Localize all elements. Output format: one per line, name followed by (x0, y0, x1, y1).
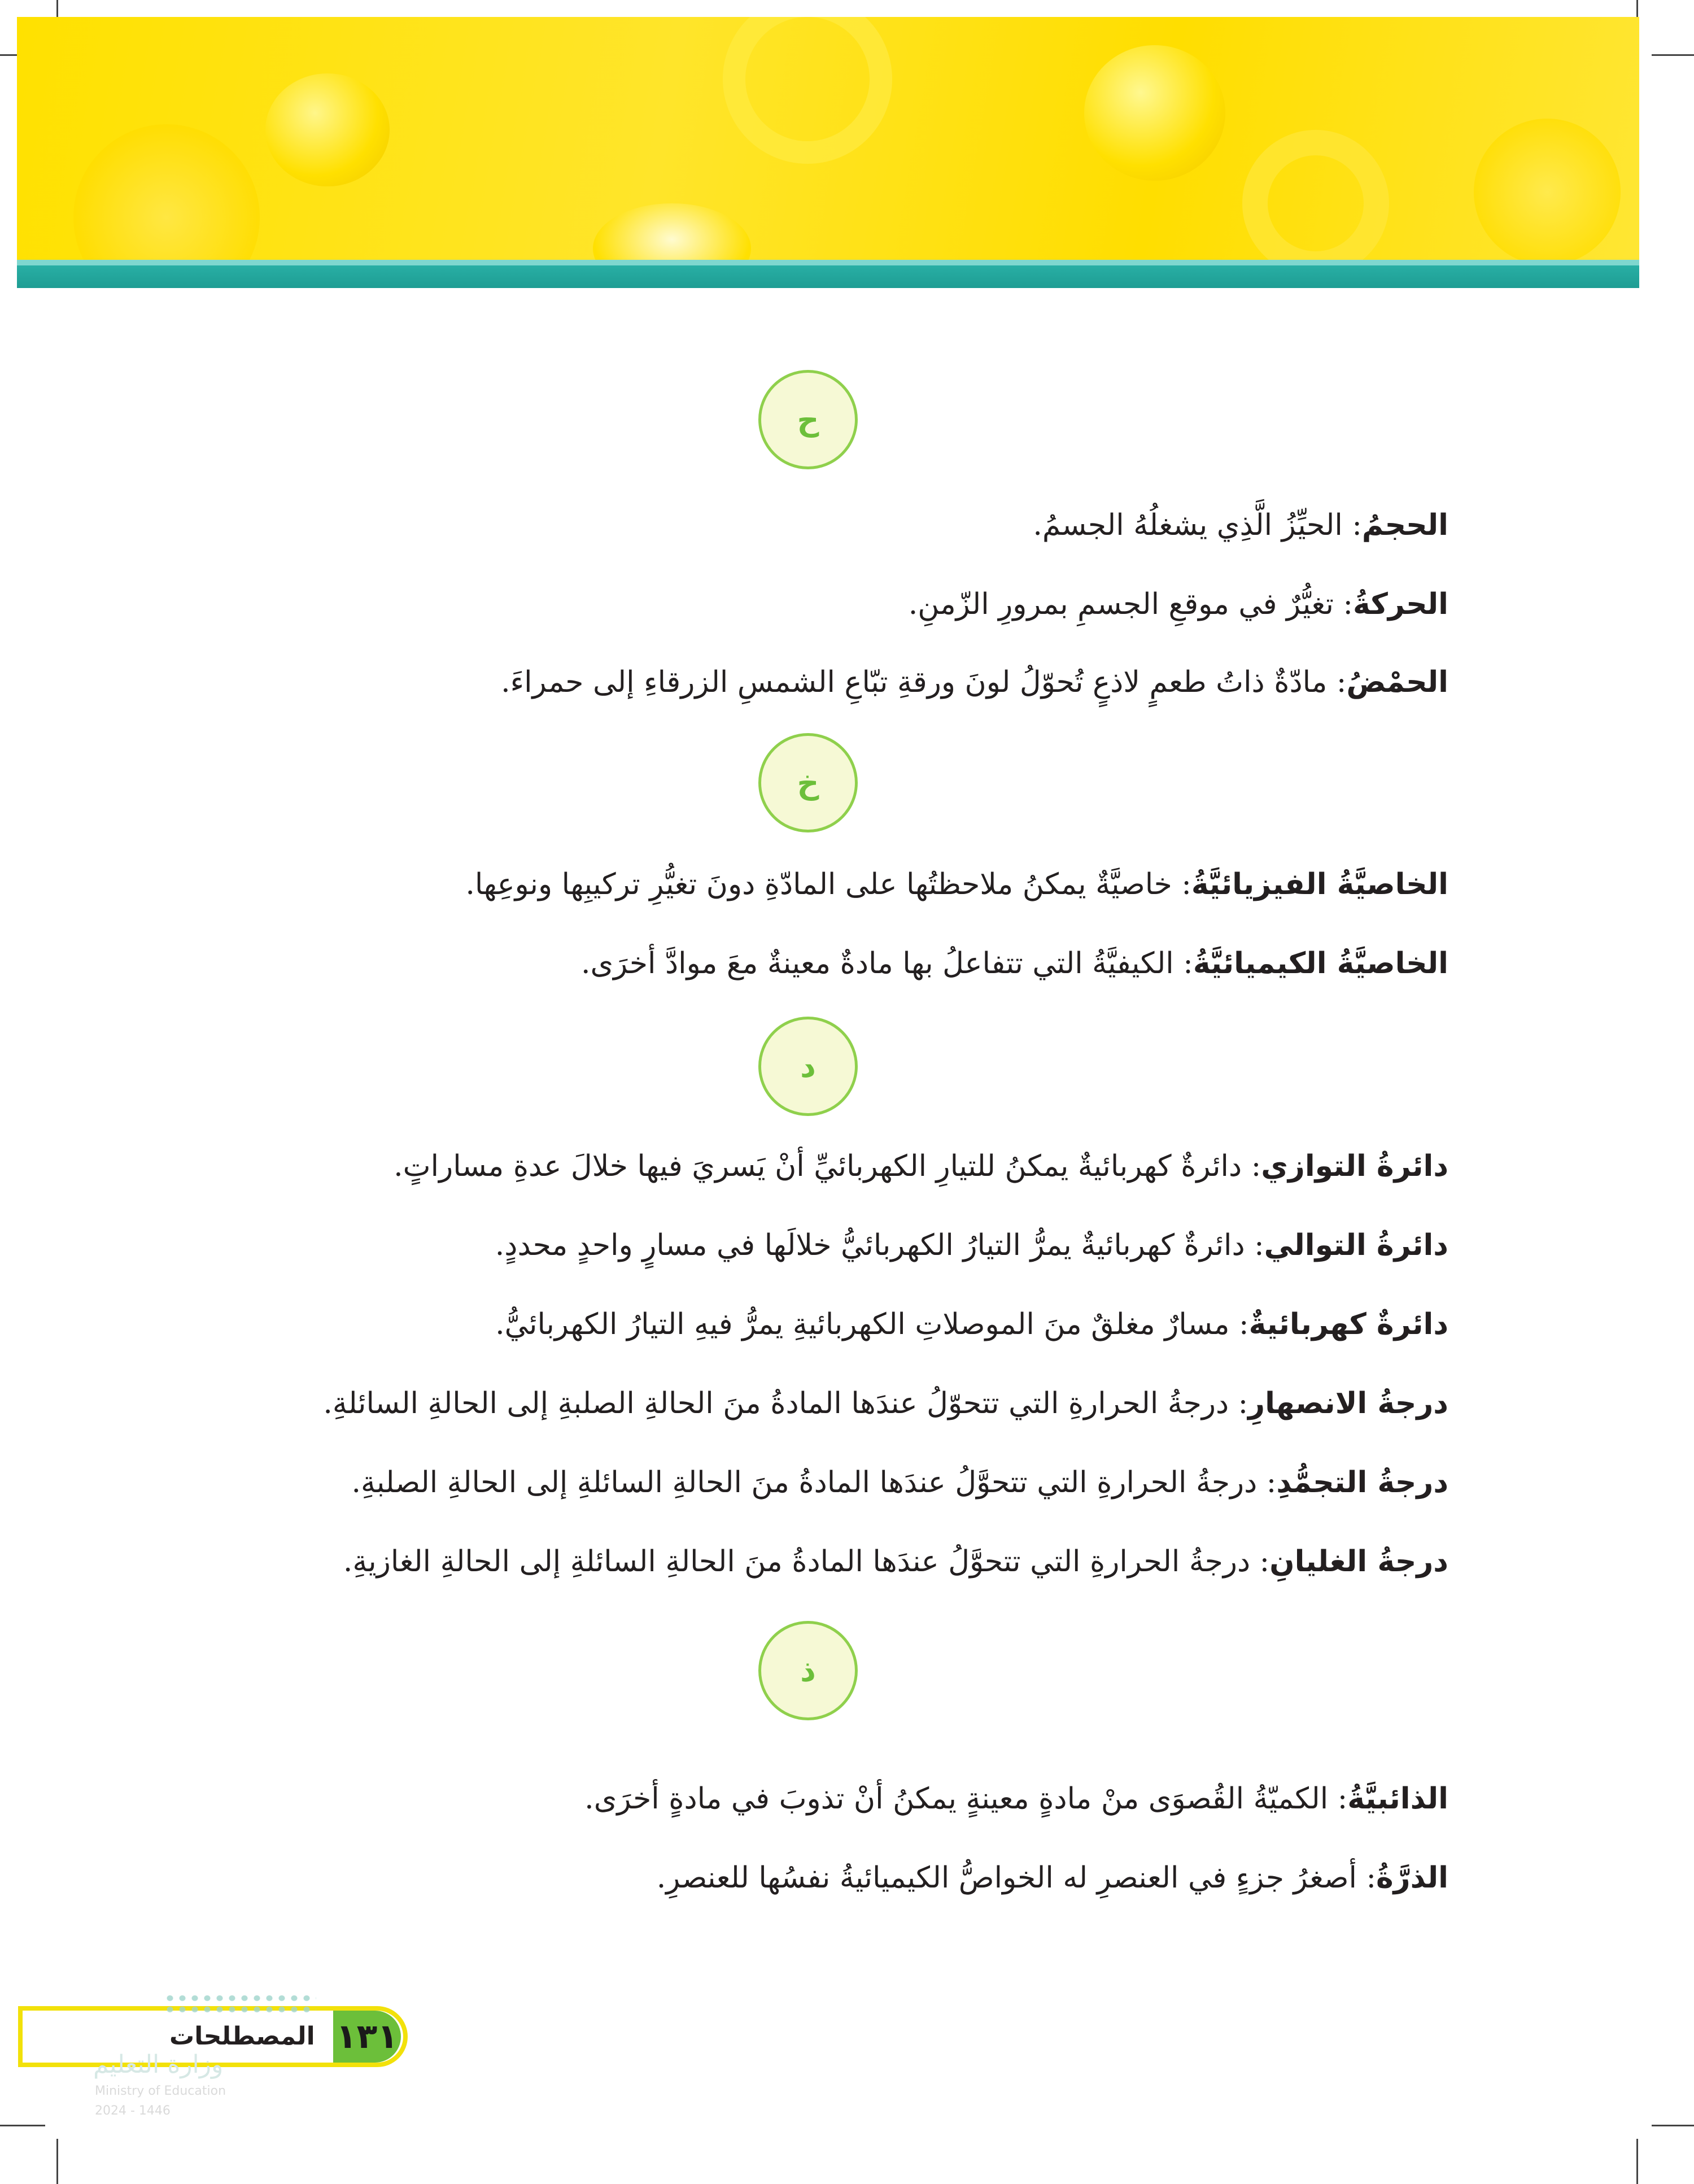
term: الحركةُ (1353, 587, 1448, 621)
ring-decoration (1242, 130, 1389, 260)
bulb-decoration (593, 203, 751, 260)
definition: : الكيفيَّةُ التي تتفاعلُ بها مادةٌ معينةٌ معَ موادَّ أخرَى. (580, 947, 1193, 980)
crop-mark (0, 2125, 45, 2126)
definition-line (495, 1223, 1448, 1268)
definition-line (343, 1539, 1448, 1584)
watermark-year: 2024 - 1446 (95, 2104, 171, 2118)
section-letter-circle: د (758, 1017, 858, 1116)
term: درجةُ التجمُّدِ (1276, 1466, 1448, 1499)
term: الخاصيَّةُ الفيزيائيَّةُ (1191, 868, 1448, 901)
definition-line (1033, 503, 1448, 548)
watermark-text-en: Ministry of Education (95, 2084, 226, 2098)
term: دائرةُ التوازي (1261, 1149, 1448, 1183)
term: دائرةٌ كهربائيةٌ (1248, 1307, 1448, 1341)
definition: : دائرةٌ كهربائيةٌ يمكنُ للتيارِ الكهربائيِّ أنْ يَسريَ فيها خلالَ عدةِ مساراتٍ. (394, 1149, 1261, 1183)
watermark-text: وزارة التعليم (93, 2050, 224, 2079)
definition: : أصغرُ جزءٍ في العنصرِ له الخواصُّ الكيميائيةُ نفسُها للعنصرِ. (656, 1861, 1376, 1895)
magnifier-decoration (265, 73, 390, 186)
crop-mark (1636, 2139, 1638, 2184)
ministry-logo-icon (164, 1993, 316, 2015)
definition: : مادّةٌ ذاتُ طعمٍ لاذعٍ تُحوّلُ لونَ ورقةِ تبّاعِ الشمسِ الزرقاءِ إلى حمراءَ. (501, 665, 1347, 699)
term: الخاصيَّةُ الكيميائيَّةُ (1193, 947, 1448, 980)
sphere-decoration (1084, 45, 1225, 181)
definition-line (657, 1855, 1448, 1900)
definition-line (465, 862, 1448, 907)
definition: : درجةُ الحرارةِ التي تتحوّلُ عندَها المادةُ منَ الحالةِ الصلبةِ إلى الحالةِ السائلةِ. (323, 1387, 1248, 1420)
header-stripe (17, 260, 1639, 288)
header-banner (17, 17, 1639, 260)
definition-line (352, 1460, 1448, 1505)
definition: : مسارٌ مغلقٌ منَ الموصلاتِ الكهربائيةِ يمرُّ فيهِ التيارُ الكهربائيُّ. (495, 1307, 1249, 1341)
term: الحمْضُ (1346, 665, 1448, 699)
ring-decoration (723, 17, 892, 164)
definition: : الكميّةُ القُصوَى منْ مادةٍ معينةٍ يمكنُ أنْ تذوبَ في مادةٍ أخرَى. (584, 1782, 1348, 1816)
definition-line (909, 582, 1448, 627)
term: درجةُ الانصهارِ (1248, 1387, 1448, 1420)
definition-line (584, 1776, 1448, 1821)
definition: : الحيِّزُ الَّذِي يشغلُهُ الجسمُ. (1033, 508, 1362, 542)
term: الحجمُ (1361, 508, 1448, 542)
compass-decoration (73, 124, 260, 260)
term: الذائبيَّةُ (1347, 1782, 1448, 1816)
section-letter-circle: خ (758, 733, 858, 832)
definition: : دائرةٌ كهربائيةٌ يمرُّ التيارُ الكهربائيُّ خلالَها في مسارٍ واحدٍ محددٍ. (495, 1228, 1264, 1262)
definition-line (394, 1144, 1448, 1189)
definition-line (323, 1381, 1448, 1426)
definition: : درجةُ الحرارةِ التي تتحوَّلُ عندَها المادةُ منَ الحالةِ السائلةِ إلى الحالةِ الغازيةِ. (343, 1545, 1270, 1579)
compass-decoration (1474, 119, 1621, 260)
section-letter-circle: ح (758, 370, 858, 469)
page-number: ١٣١ (333, 2011, 401, 2063)
crop-mark (1652, 54, 1694, 56)
term: درجةُ الغليانِ (1269, 1545, 1448, 1579)
crop-mark (56, 2139, 58, 2184)
definition-line (501, 660, 1448, 705)
definition: : درجةُ الحرارةِ التي تتحوَّلُ عندَها المادةُ منَ الحالةِ السائلةِ إلى الحالةِ الصلبةِ. (351, 1466, 1277, 1499)
crop-mark (1652, 2125, 1694, 2126)
term: الذرَّةُ (1376, 1861, 1448, 1895)
definition: : تغيُّرٌ في موقعِ الجسمِ بمرورِ الزّمنِ. (908, 587, 1354, 621)
definition-line (581, 941, 1448, 986)
definition-line (495, 1302, 1448, 1347)
section-letter-circle: ذ (758, 1621, 858, 1720)
term: دائرةُ التوالي (1264, 1228, 1448, 1262)
definition: : خاصيَّةٌ يمكنُ ملاحظتُها على المادّةِ دونَ تغيُّرِ تركيبِها ونوعِها. (465, 868, 1191, 901)
section-label: المصطلحات (169, 2022, 315, 2051)
